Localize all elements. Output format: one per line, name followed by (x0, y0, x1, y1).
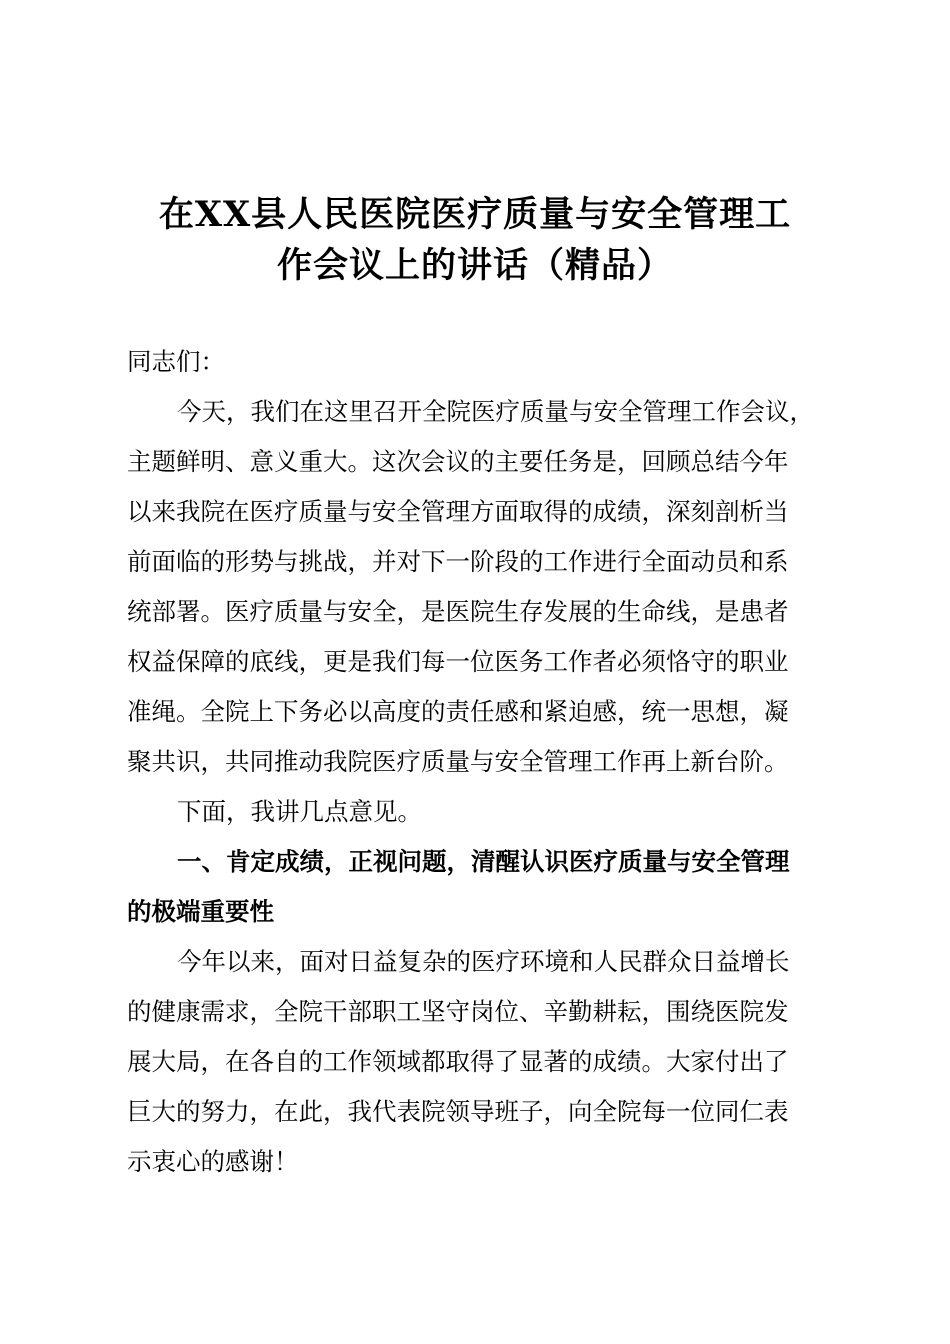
section-heading-line-1: 一、肯定成绩，正视问题，清醒认识医疗质量与安全管理 (177, 847, 790, 876)
paragraph-3-line-3: 展大局，在各自的工作领域都取得了显著的成绩。大家付出了 (127, 1047, 789, 1076)
document-title-line-1: 在XX县人民医院医疗质量与安全管理工 (158, 194, 792, 235)
paragraph-1-line-2: 主题鲜明、意义重大。这次会议的主要任务是，回顾总结今年 (127, 447, 789, 476)
paragraph-3-line-4: 巨大的努力，在此，我代表院领导班子，向全院每一位同仁表 (127, 1097, 789, 1126)
paragraph-2-line-1: 下面，我讲几点意见。 (177, 797, 422, 826)
section-heading-line-2: 的极端重要性 (127, 897, 274, 926)
paragraph-1-line-4: 前面临的形势与挑战，并对下一阶段的工作进行全面动员和系 (127, 547, 789, 576)
paragraph-3-line-2: 的健康需求，全院干部职工坚守岗位、辛勤耕耘，围绕医院发 (127, 997, 789, 1026)
paragraph-1-line-6: 权益保障的底线，更是我们每一位医务工作者必须恪守的职业 (127, 647, 789, 676)
salutation: 同志们： (127, 347, 225, 376)
paragraph-3-line-5: 示衷心的感谢！ (127, 1147, 299, 1176)
paragraph-1-line-8: 聚共识，共同推动我院医疗质量与安全管理工作再上新台阶。 (127, 747, 789, 776)
paragraph-1-line-7: 准绳。全院上下务必以高度的责任感和紧迫感，统一思想，凝 (127, 697, 789, 726)
paragraph-1-line-5: 统部署。医疗质量与安全，是医院生存发展的生命线，是患者 (127, 597, 789, 626)
paragraph-1-line-1: 今天，我们在这里召开全院医疗质量与安全管理工作会议， (177, 397, 814, 426)
paragraph-3-line-1: 今年以来，面对日益复杂的医疗环境和人民群众日益增长 (177, 947, 790, 976)
paragraph-1-line-3: 以来我院在医疗质量与安全管理方面取得的成绩，深刻剖析当 (127, 497, 789, 526)
document-title-line-2: 作会议上的讲话（精品） (276, 245, 673, 286)
